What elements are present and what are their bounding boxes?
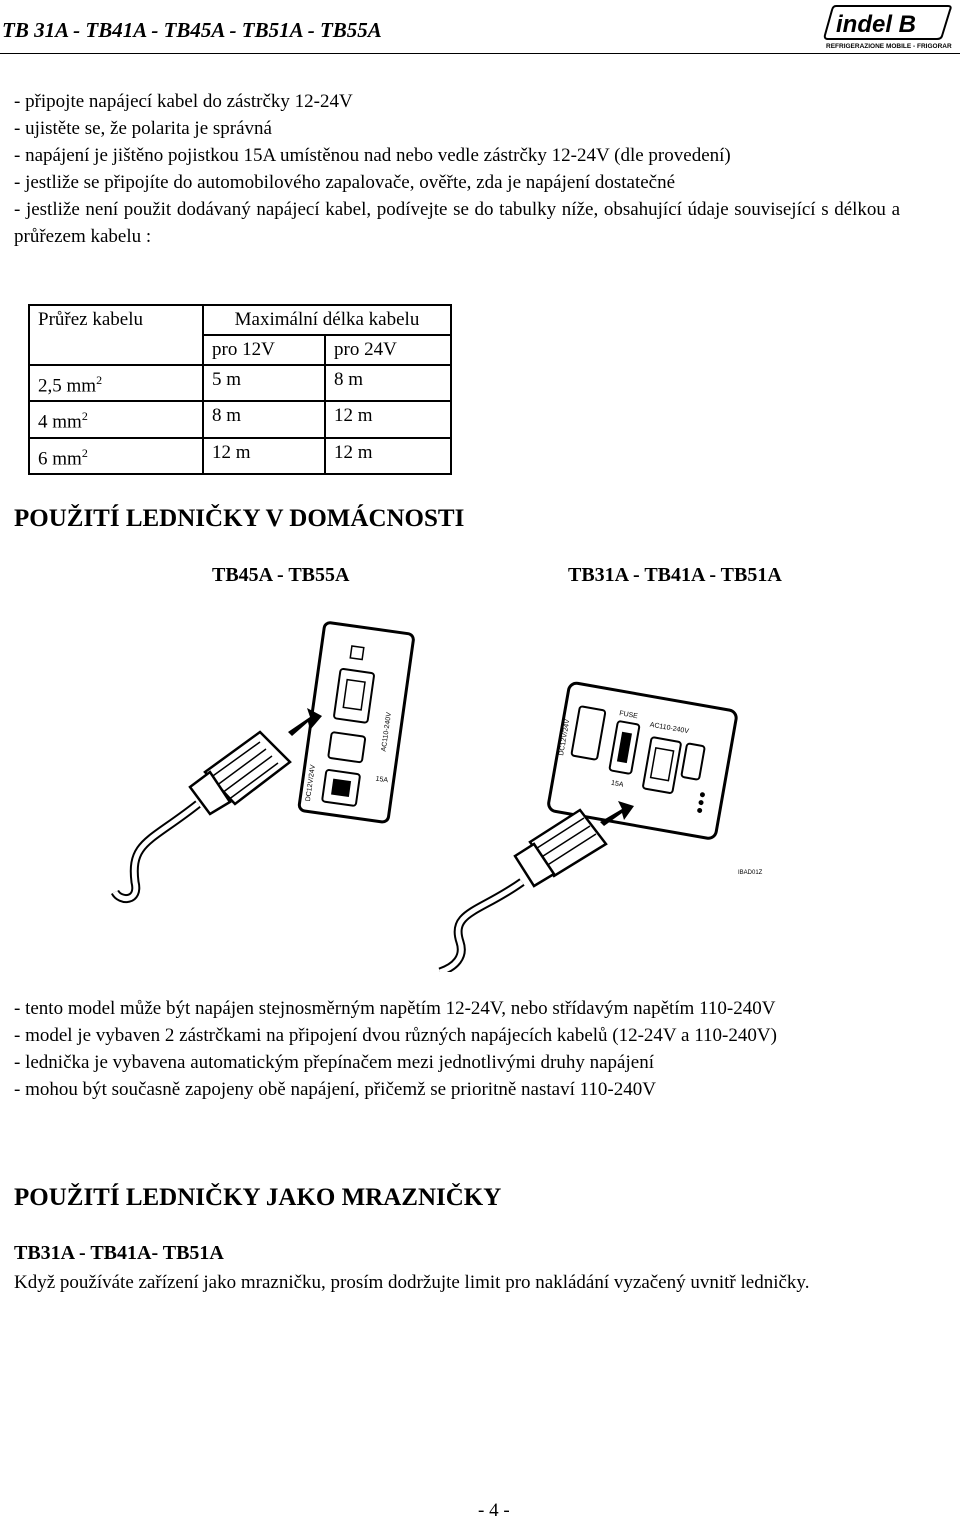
document-title: TB 31A - TB41A - TB45A - TB51A - TB55A (2, 18, 382, 42)
figure-code: IBAD01Z (738, 870, 763, 876)
power-connection-illustration (110, 612, 870, 972)
power-plug-right (515, 810, 606, 886)
intro-line: - napájení je jištěno pojistkou 15A umístěnou nad nebo vedle zástrčky 12-24V (dle provedení) (14, 145, 731, 166)
logo-text: indel B (836, 11, 917, 38)
logo-tagline: REFRIGERAZIONE MOBILE - FRIGORAR (826, 43, 952, 50)
variant-label-left: TB45A - TB55A (212, 564, 350, 586)
cell-12v: 5 m (203, 365, 325, 401)
section-heading-household: POUŽITÍ LEDNIČKY V DOMÁCNOSTI (14, 505, 465, 532)
table-row (29, 438, 451, 474)
note-line: - lednička je vybavena automatickým přepínačem mezi jednotlivými druhy napájení (14, 1052, 654, 1073)
sub-header-24v: pro 24V (325, 335, 451, 365)
cell-24v: 12 m (325, 438, 451, 474)
intro-line: - jestliže není použit dodávaný napájecí kabel, podívejte se do tabulky níže, obsahující údaje související s délkou a průřezem kabelu : (14, 199, 900, 247)
freezer-text: Když používáte zařízení jako mrazničku, prosím dodržujte limit pro nakládání vyzačený uvnitř ledničky. (14, 1272, 810, 1293)
cell-section: 4 $mm^2$ (29, 401, 203, 437)
note-line: - model je vybaven 2 zástrčkami na připojení dvou různých napájecích kabelů (12-24V a 110-240V) (14, 1025, 777, 1046)
variant-label-right: TB31A - TB41A - TB51A (568, 564, 782, 586)
cell-24v: 8 m (325, 365, 451, 401)
freezer-models: TB31A - TB41A- TB51A (14, 1242, 224, 1264)
panel-right-ac-label: AC110-240V (649, 721, 690, 736)
cell-12v: 8 m (203, 401, 325, 437)
intro-line: - připojte napájecí kabel do zástrčky 12-24V (14, 91, 353, 112)
cell-12v: 12 m (203, 438, 325, 474)
power-cable-left (115, 804, 198, 899)
note-line: - mohou být současně zapojeny obě napájení, přičemž se prioritně nastaví 110-240V (14, 1079, 656, 1100)
cell-section: 6 $mm^2$ (29, 438, 203, 474)
household-notes (14, 995, 900, 1103)
cable-section-table (28, 304, 452, 475)
table-row (29, 365, 451, 401)
note-line: - tento model může být napájen stejnosměrným napětím 12-24V, nebo střídavým napětím 110-240V (14, 998, 776, 1019)
section-heading-freezer: POUŽITÍ LEDNIČKY JAKO MRAZNIČKY (14, 1184, 502, 1211)
col-header-section: Průřez kabelu (29, 305, 203, 365)
col-header-length: Maximální délka kabelu (203, 305, 451, 335)
panel-left-ac-label: AC110-240V (380, 711, 394, 752)
intro-line: - ujistěte se, že polarita je správná (14, 118, 272, 139)
panel-right-fuse-label: FUSE (618, 710, 639, 721)
power-cable-right (440, 882, 522, 972)
panel-left-fuse-label: 15A (375, 775, 389, 785)
cell-section: 2,5 $mm^2$ (29, 365, 203, 401)
power-plug-left (190, 732, 290, 814)
sub-header-12v: pro 12V (203, 335, 325, 365)
cell-24v: 12 m (325, 401, 451, 437)
header-divider (0, 53, 960, 54)
intro-list (14, 88, 900, 250)
panel-right-fuse-value: 15A (610, 779, 624, 789)
panel-right-dc-label: DC12V/24V (558, 718, 572, 757)
indel-b-logo (822, 2, 954, 50)
table-row (29, 401, 451, 437)
freezer-text-block (14, 1269, 900, 1296)
page-number: - 4 - (478, 1500, 510, 1521)
intro-line: - jestliže se připojíte do automobilového zapalovače, ověřte, zda je napájení dostatečné (14, 172, 676, 193)
panel-left-dc-label: DC12V/24V (304, 764, 317, 802)
